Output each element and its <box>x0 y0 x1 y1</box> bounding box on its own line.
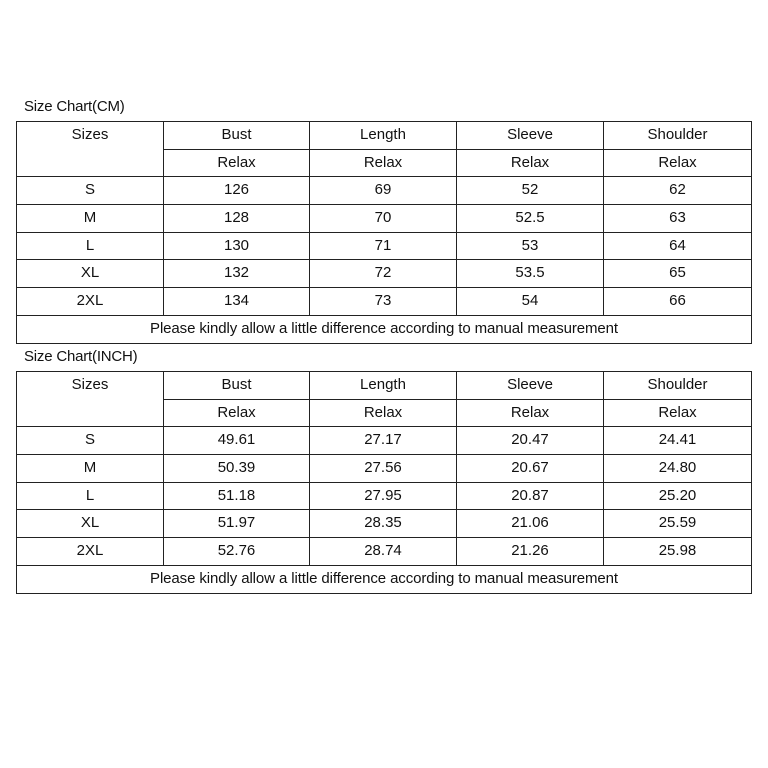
table-row <box>17 177 752 205</box>
measurement-cell: 25.59 <box>604 510 752 538</box>
measurement-cell: 53 <box>457 232 604 260</box>
measurement-cell: 128 <box>164 205 310 233</box>
measurement-cell: 72 <box>310 260 457 288</box>
measurement-cell: 62 <box>604 177 752 205</box>
column-header: Bust <box>164 372 310 400</box>
measurement-cell: 126 <box>164 177 310 205</box>
measurement-cell: 27.17 <box>310 427 457 455</box>
size-chart-inch-table <box>16 371 752 594</box>
measurement-note: Please kindly allow a little difference according to manual measurement <box>17 565 752 593</box>
header-row <box>17 372 752 400</box>
column-header: Length <box>310 122 457 150</box>
measurement-cell: 71 <box>310 232 457 260</box>
measurement-cell: 130 <box>164 232 310 260</box>
measurement-cell: 63 <box>604 205 752 233</box>
size-chart-cm-table <box>16 121 752 344</box>
measurement-cell: 49.61 <box>164 427 310 455</box>
measurement-cell: 28.35 <box>310 510 457 538</box>
note-row <box>17 565 752 593</box>
column-header: Sleeve <box>457 122 604 150</box>
measurement-cell: 51.97 <box>164 510 310 538</box>
size-label-cell: L <box>17 232 164 260</box>
measurement-cell: 132 <box>164 260 310 288</box>
measurement-cell: 53.5 <box>457 260 604 288</box>
measurement-cell: 28.74 <box>310 538 457 566</box>
column-header: Shoulder <box>604 122 752 150</box>
column-header: Shoulder <box>604 372 752 400</box>
fit-subheader: Relax <box>164 149 310 177</box>
measurement-cell: 65 <box>604 260 752 288</box>
measurement-cell: 64 <box>604 232 752 260</box>
measurement-cell: 21.06 <box>457 510 604 538</box>
size-label-cell: S <box>17 427 164 455</box>
table-row <box>17 205 752 233</box>
measurement-cell: 50.39 <box>164 455 310 483</box>
size-label-cell: M <box>17 455 164 483</box>
measurement-cell: 25.98 <box>604 538 752 566</box>
fit-subheader: Relax <box>457 149 604 177</box>
column-header: Length <box>310 372 457 400</box>
measurement-cell: 70 <box>310 205 457 233</box>
measurement-cell: 27.56 <box>310 455 457 483</box>
table-row <box>17 232 752 260</box>
table-row <box>17 288 752 316</box>
table-row <box>17 260 752 288</box>
table-row <box>17 510 752 538</box>
fit-subheader: Relax <box>310 399 457 427</box>
size-label-cell: 2XL <box>17 538 164 566</box>
measurement-cell: 73 <box>310 288 457 316</box>
fit-subheader: Relax <box>604 399 752 427</box>
measurement-cell: 52 <box>457 177 604 205</box>
fit-subheader: Relax <box>310 149 457 177</box>
measurement-cell: 20.67 <box>457 455 604 483</box>
table-row <box>17 455 752 483</box>
fit-subheader: Relax <box>604 149 752 177</box>
header-row <box>17 122 752 150</box>
size-label-cell: 2XL <box>17 288 164 316</box>
table-row <box>17 427 752 455</box>
measurement-cell: 21.26 <box>457 538 604 566</box>
size-label-cell: M <box>17 205 164 233</box>
table-row <box>17 538 752 566</box>
measurement-cell: 66 <box>604 288 752 316</box>
size-chart-inch-title: Size Chart(INCH) <box>24 348 138 365</box>
measurement-cell: 134 <box>164 288 310 316</box>
fit-subheader: Relax <box>164 399 310 427</box>
measurement-cell: 27.95 <box>310 482 457 510</box>
measurement-cell: 24.80 <box>604 455 752 483</box>
measurement-cell: 54 <box>457 288 604 316</box>
measurement-cell: 51.18 <box>164 482 310 510</box>
size-chart-cm-title: Size Chart(CM) <box>24 98 125 115</box>
measurement-cell: 20.47 <box>457 427 604 455</box>
size-label-cell: S <box>17 177 164 205</box>
measurement-cell: 52.76 <box>164 538 310 566</box>
measurement-note: Please kindly allow a little difference according to manual measurement <box>17 315 752 343</box>
measurement-cell: 24.41 <box>604 427 752 455</box>
measurement-cell: 52.5 <box>457 205 604 233</box>
sizes-column-header: Sizes <box>17 372 164 427</box>
note-row <box>17 315 752 343</box>
column-header: Bust <box>164 122 310 150</box>
column-header: Sleeve <box>457 372 604 400</box>
size-label-cell: XL <box>17 260 164 288</box>
size-label-cell: L <box>17 482 164 510</box>
measurement-cell: 20.87 <box>457 482 604 510</box>
table-row <box>17 482 752 510</box>
size-label-cell: XL <box>17 510 164 538</box>
sizes-column-header: Sizes <box>17 122 164 177</box>
fit-subheader: Relax <box>457 399 604 427</box>
measurement-cell: 25.20 <box>604 482 752 510</box>
measurement-cell: 69 <box>310 177 457 205</box>
